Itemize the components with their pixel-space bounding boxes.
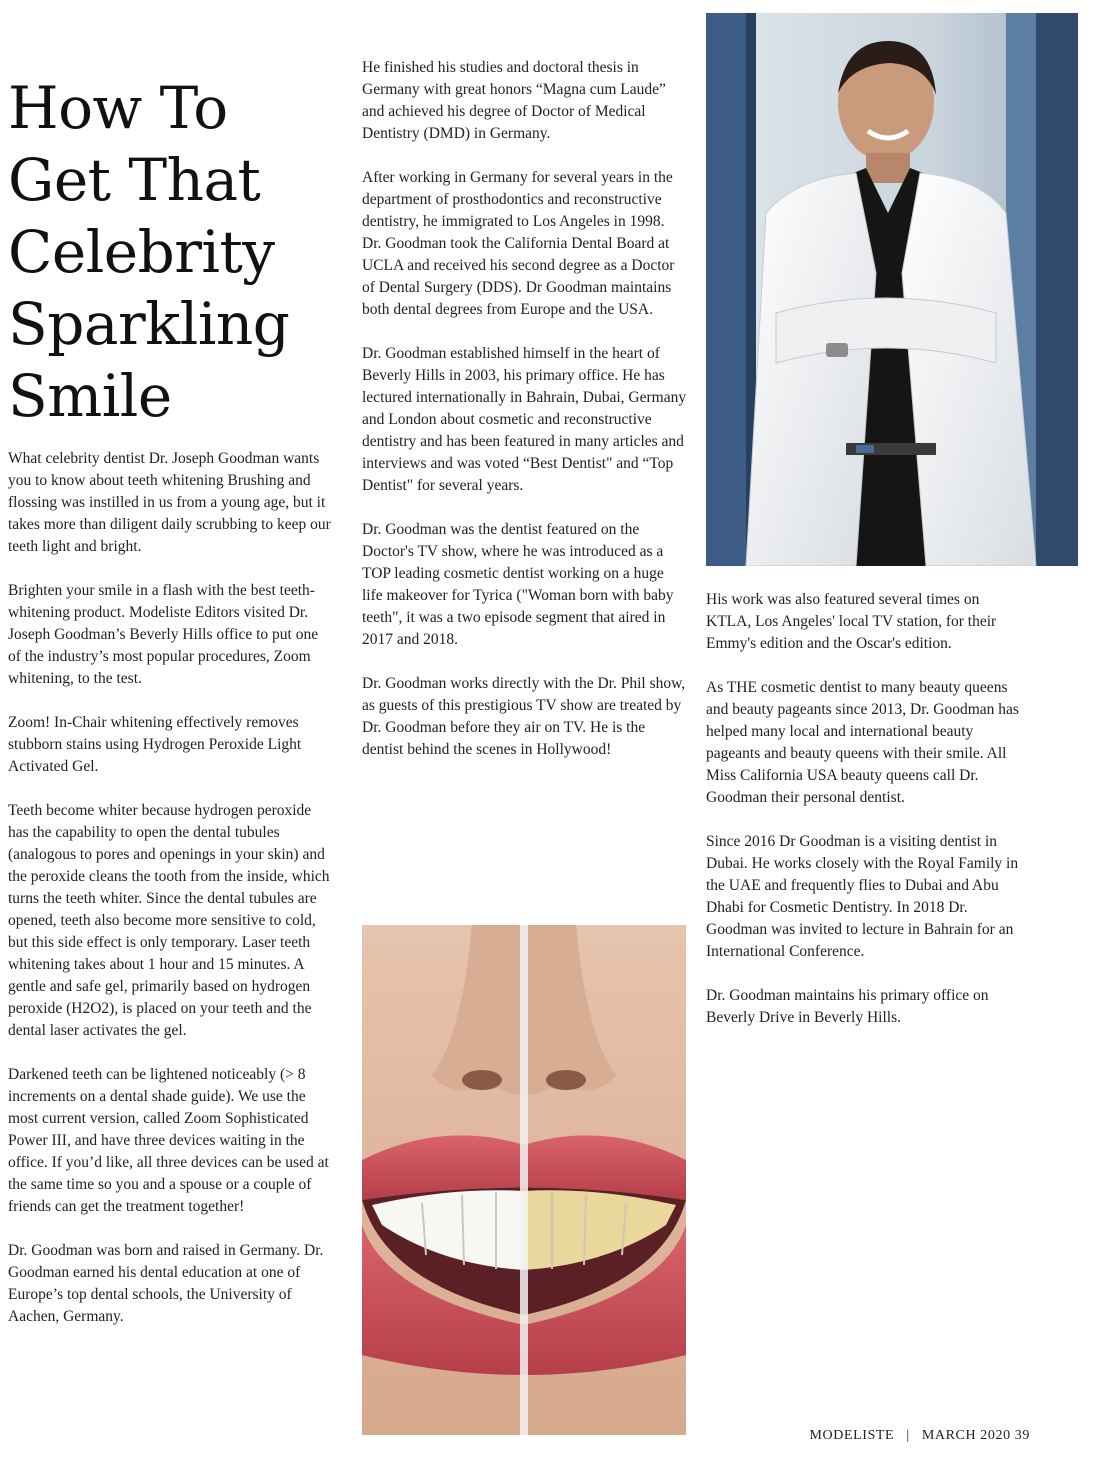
footer-separator: |	[906, 1428, 910, 1443]
paragraph: After working in Germany for several years in the department of prosthodontics and reconstructive dentistry, he immigrated to Los Angeles in 1998. Dr. Goodman took the California Dental Board at UCLA and received his second degree as a Doctor of Dental Surgery (DDS). Dr Goodman maintains both dental degrees from Europe and the USA.	[362, 169, 675, 318]
headline-line: How To	[8, 74, 228, 142]
paragraph: His work was also featured several times on KTLA, Los Angeles' local TV station, for their Emmy's edition and the Oscar's edition.	[706, 591, 997, 652]
headline-line: Smile	[8, 362, 172, 430]
doctor-portrait-illustration	[706, 13, 1078, 566]
smile-before-after-photo	[362, 925, 686, 1435]
page-footer	[809, 1428, 1030, 1444]
paragraph: Brighten your smile in a flash with the best teeth-whitening product. Modeliste Editors visited Dr. Joseph Goodman’s Beverly Hills office to put one of the industry’s most popular procedures, Zoom whitening, to the test.	[8, 582, 319, 687]
paragraph: As THE cosmetic dentist to many beauty queens and beauty pageants since 2013, Dr. Goodman has helped many local and international beauty pageants and beauty queens with their smile. All Miss California USA beauty queens call Dr. Goodman their personal dentist.	[706, 679, 1019, 806]
paragraph: What celebrity dentist Dr. Joseph Goodman wants you to know about teeth whitening Brushing and flossing was instilled in us from a young age, but it takes more than diligent daily scrubbing to keep our teeth light and bright.	[8, 450, 331, 555]
paragraph: Darkened teeth can be lightened noticeably (> 8 increments on a dental shade guide). We use the most current version, called Zoom Sophisticated Power III, and have three devices waiting in the office. If you’d like, all three devices can be used at the same time so you and a spouse or a couple of friends can get the treatment together!	[8, 1066, 329, 1215]
magazine-name: MODELISTE	[809, 1428, 895, 1443]
paragraph: Dr. Goodman was the dentist featured on the Doctor's TV show, where he was introduced as a TOP leading cosmetic dentist working on a huge life makeover for Tyrica ("Woman born with baby teeth", it was a two episode segment that aired in 2017 and 2018.	[362, 521, 674, 648]
paragraph: Teeth become whiter because hydrogen peroxide has the capability to open the dental tubules (analogous to pores and openings in your skin) and the peroxide cleans the tooth from the inside, which turns the teeth whiter. Since the dental tubules are opened, teeth also become more sensitive to cold, but this side effect is only temporary. Laser teeth whitening takes about 1 hour and 15 minutes. A gentle and safe gel, primarily based on hydrogen peroxide (H2O2), is placed on your teeth and the dental laser activates the gel.	[8, 802, 330, 1039]
page-number: 39	[1014, 1428, 1030, 1443]
smile-illustration	[362, 925, 686, 1435]
doctor-portrait-photo	[706, 13, 1078, 566]
article-headline	[8, 72, 348, 432]
paragraph: He finished his studies and doctoral thesis in Germany with great honors “Magna cum Laude” and achieved his degree of Doctor of Medical Dentistry (DMD) in Germany.	[362, 59, 666, 142]
headline-line: Celebrity	[8, 218, 275, 286]
article-column-1	[8, 448, 333, 1350]
article-column-3	[706, 589, 1026, 1051]
article-column-2	[362, 57, 687, 783]
issue-date: MARCH 2020	[921, 1428, 1011, 1443]
paragraph: Dr. Goodman maintains his primary office on Beverly Drive in Beverly Hills.	[706, 987, 989, 1026]
paragraph: Dr. Goodman established himself in the heart of Beverly Hills in 2003, his primary office. He has lectured internationally in Bahrain, Dubai, Germany and London about cosmetic and reconstructive dentistry and has been featured in many articles and interviews and was voted “Best Dentist" and “Top Dentist" for several years.	[362, 345, 687, 494]
headline-line: Get That	[8, 146, 261, 214]
paragraph: Zoom! In-Chair whitening effectively removes stubborn stains using Hydrogen Peroxide Light Activated Gel.	[8, 714, 302, 775]
paragraph: Dr. Goodman works directly with the Dr. Phil show, as guests of this prestigious TV show are treated by Dr. Goodman before they air on TV. He is the dentist behind the scenes in Hollywood!	[362, 675, 686, 758]
paragraph: Since 2016 Dr Goodman is a visiting dentist in Dubai. He works closely with the Royal Family in the UAE and frequently flies to Dubai and Abu Dhabi for Cosmetic Dentistry. In 2018 Dr. Goodman was invited to lecture in Bahrain for an International Conference.	[706, 833, 1019, 960]
paragraph: Dr. Goodman was born and raised in Germany. Dr. Goodman earned his dental education at one of Europe’s top dental schools, the University of Aachen, Germany.	[8, 1242, 324, 1325]
headline-line: Sparkling	[8, 290, 290, 358]
